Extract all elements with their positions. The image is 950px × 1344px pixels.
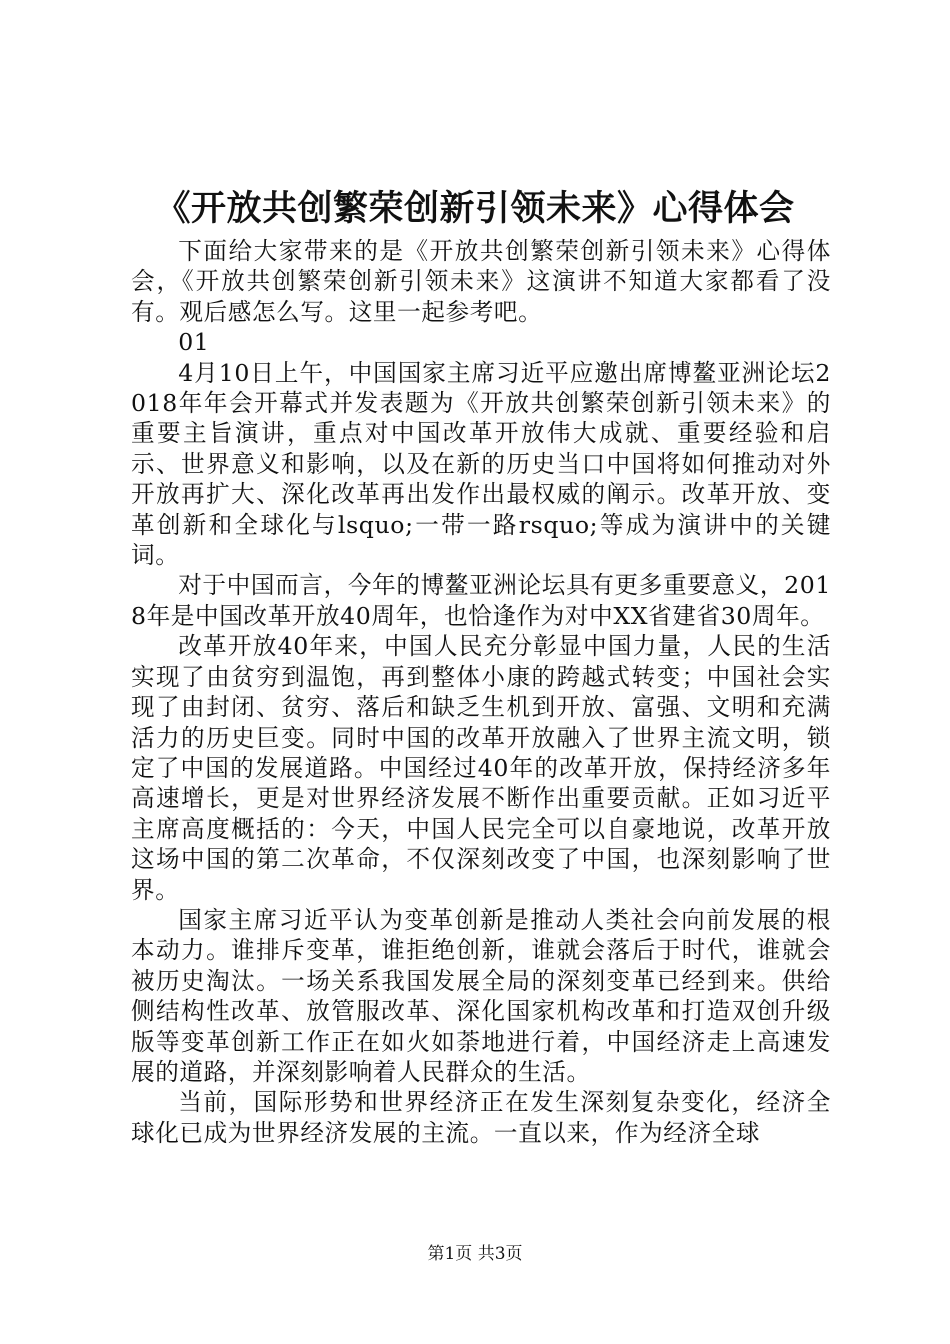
paragraph: 4月10日上午，中国国家主席习近平应邀出席博鳌亚洲论坛2018年年会开幕式并发表题为《开放共创繁荣创新引领未来》的重要主旨演讲，重点对中国改革开放伟大成就、重要经验和启示、世界意义和影响，以及在新的历史当口中国将如何推动对外开放再扩大、深化改革再出发作出最权威的阐示。改革开放、变革创新和全球化与lsquo;一带一路rsquo;等成为演讲中的关键词。	[131, 358, 831, 570]
page-footer: 第1页 共3页	[427, 1244, 523, 1264]
paragraph: 当前，国际形势和世界经济正在发生深刻复杂变化，经济全球化已成为世界经济发展的主流。一直以来，作为经济全球	[131, 1088, 831, 1147]
paragraph-intro: 下面给大家带来的是《开放共创繁荣创新引领未来》心得体会，《开放共创繁荣创新引领未来》这演讲不知道大家都看了没有。观后感怎么写。这里一起参考吧。	[131, 237, 831, 326]
paragraph: 对于中国而言，今年的博鳌亚洲论坛具有更多重要意义，2018年是中国改革开放40周年，也恰逢作为对中XX省建省30周年。	[131, 571, 831, 630]
document-body	[131, 236, 831, 1148]
section-number: 01	[178, 328, 210, 357]
paragraph: 改革开放40年来，中国人民充分彰显中国力量，人民的生活实现了由贫穷到温饱，再到整体小康的跨越式转变；中国社会实现了由封闭、贫穷、落后和缺乏生机到开放、富强、文明和充满活力的历史巨变。同时中国的改革开放融入了世界主流文明，锁定了中国的发展道路。中国经过40年的改革开放，保持经济多年高速增长，更是对世界经济发展不断作出重要贡献。正如习近平主席高度概括的：今天，中国人民完全可以自豪地说，改革开放这场中国的第二次革命，不仅深刻改变了中国，也深刻影响了世界。	[131, 632, 831, 904]
document-title: 《开放共创繁荣创新引领未来》心得体会	[155, 188, 795, 229]
paragraph: 国家主席习近平认为变革创新是推动人类社会向前发展的根本动力。谁排斥变革，谁拒绝创新，谁就会落后于时代，谁就会被历史淘汰。一场关系我国发展全局的深刻变革已经到来。供给侧结构性改革、放管服改革、深化国家机构改革和打造双创升级版等变革创新工作正在如火如荼地进行着，中国经济走上高速发展的道路，并深刻影响着人民群众的生活。	[131, 905, 831, 1086]
